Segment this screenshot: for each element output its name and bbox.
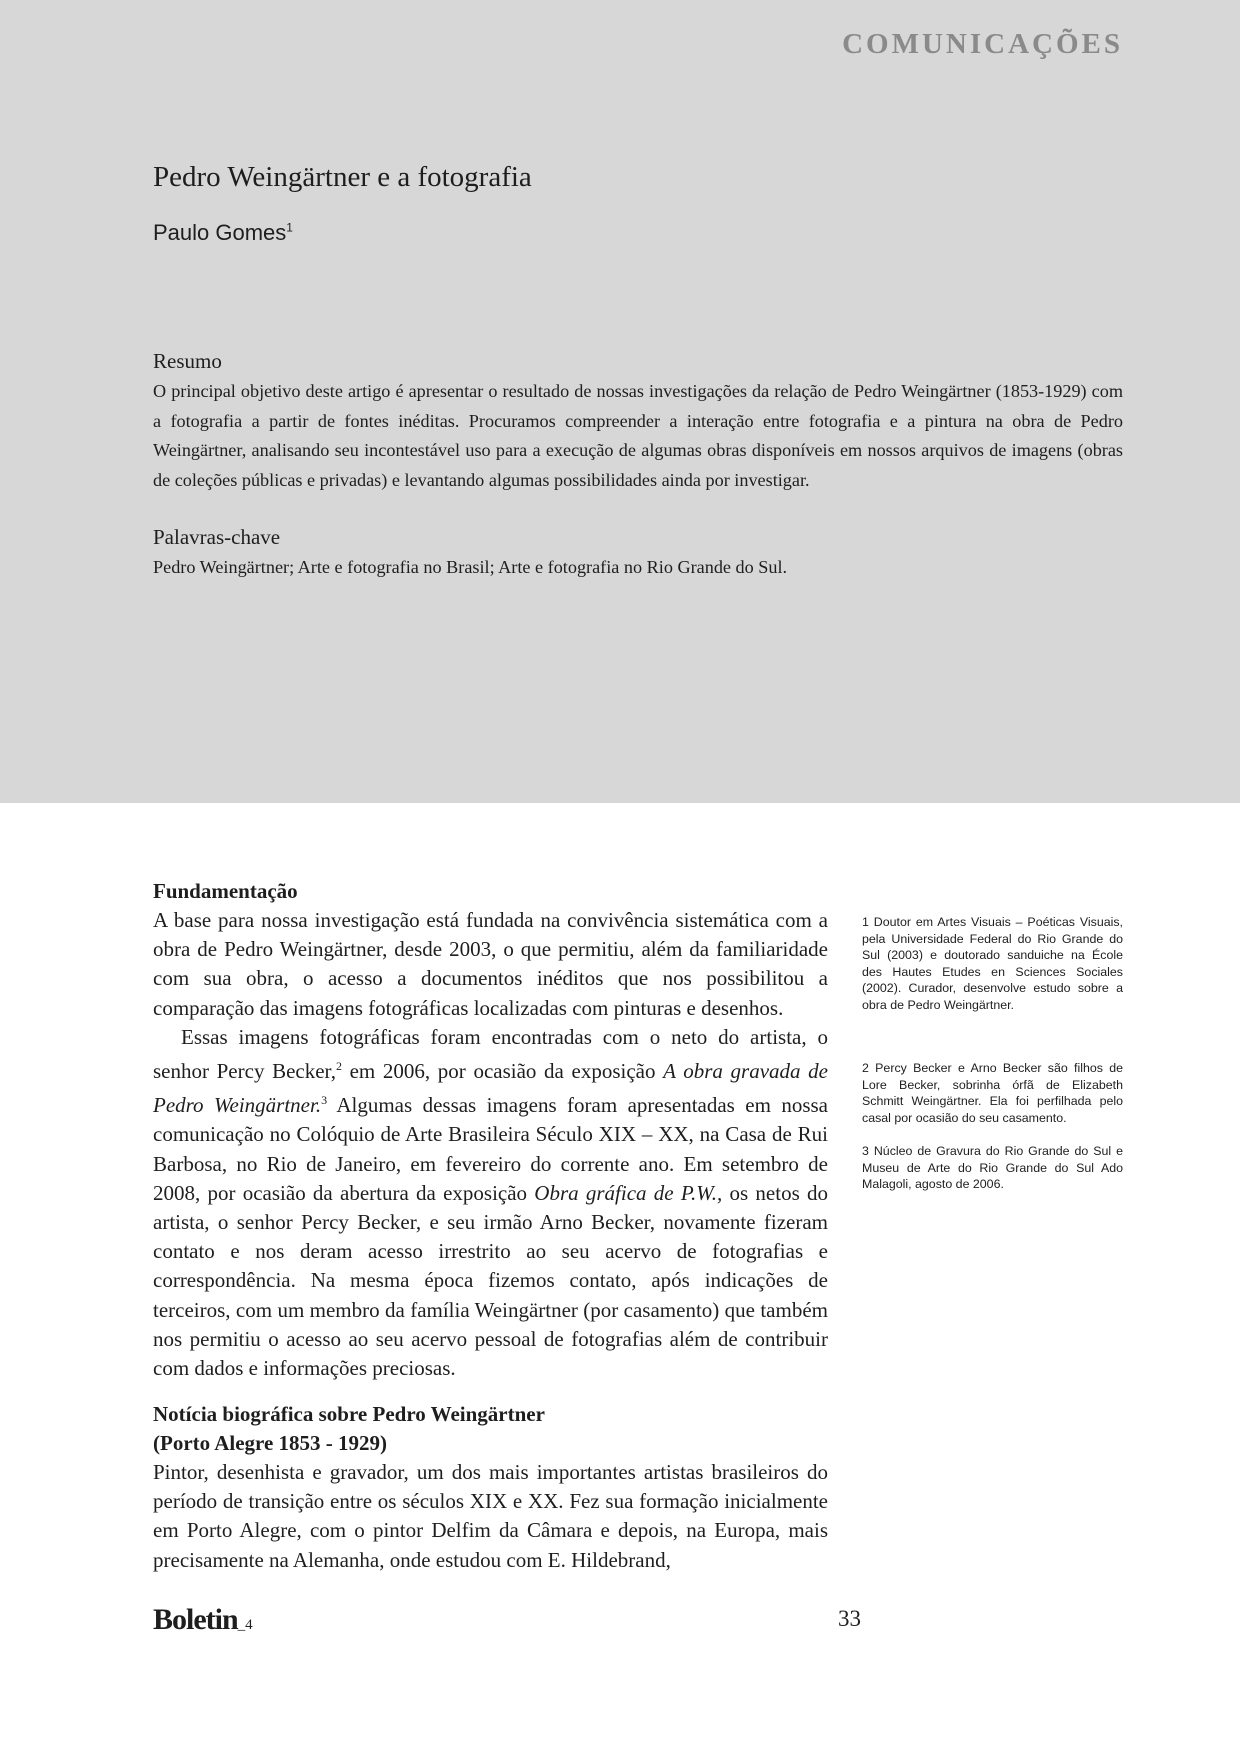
article-title: Pedro Weingärtner e a fotografia bbox=[153, 161, 532, 193]
exhibition-title-1: A obra gravada de Pedro Weingärtner. bbox=[153, 1059, 829, 1118]
footnote-3-text: 3 Núcleo de Gravura do Rio Grande do Sul e Museu de Arte do Rio Grande do Sul Ado Malagoli, agosto de 2006. bbox=[862, 1144, 1123, 1192]
p2-text-c: Algumas dessas imagens foram apresentadas em nossa comunicação no Colóquio de Arte Brasileira Século XIX – XX, na Casa de Rui Barbosa, no Rio de Janeiro, em fevereiro do corrente ano. Em setembro de 2008, por ocasião da abertura da exposição bbox=[153, 1093, 828, 1205]
biografia-paragraph-1: Pintor, desenhista e gravador, um dos mais importantes artistas brasileiros do período de transição entre os séculos XIX e XX. Fez sua formação inicialmente em Porto Alegre, com o pintor Delfim da Câmara e depois, na Europa, mais precisamente na Alemanha, onde estudou com E. Hildebrand, bbox=[153, 1460, 828, 1572]
fundamentacao-paragraph-1: A base para nossa investigação está fundada na convivência sistemática com a obra de Pedro Weingärtner, desde 2003, o que permitiu, além da familiaridade com sua obra, o acesso a documentos inéditos que nos possibilitou a comparação das imagens fotográficas localizadas com pinturas e desenhos. bbox=[153, 908, 828, 1020]
biografia-section bbox=[153, 1400, 828, 1575]
fundamentacao-paragraph-2 bbox=[153, 1023, 828, 1383]
author-name: Paulo Gomes bbox=[153, 220, 287, 245]
page-number: 33 bbox=[838, 1606, 861, 1631]
logo-text: Boletin bbox=[153, 1603, 238, 1636]
footnote-1 bbox=[862, 914, 1123, 1014]
abstract-text: O principal objetivo deste artigo é apresentar o resultado de nossas investigações da relação de Pedro Weingärtner (1853-1929) com a fotografia a partir de fontes inéditas. Procuramos compreender a interação entre fotografia e a pintura na obra de Pedro Weingärtner, analisando seu incontestável uso para a execução de algumas obras disponíveis em nossos arquivos de imagens (obras de coleções públicas e privadas) e levantando algumas possibilidades ainda por investigar. bbox=[153, 381, 1123, 490]
keywords bbox=[153, 525, 1123, 581]
section-label: COMUNICAÇÕES bbox=[842, 28, 1123, 60]
exhibition-title-2: Obra gráfica de P.W., bbox=[534, 1180, 723, 1205]
footnote-2 bbox=[862, 1060, 1123, 1126]
publication-logo bbox=[153, 1603, 253, 1637]
footnote-1-text: 1 Doutor em Artes Visuais – Poéticas Visuais, pela Universidade Federal do Rio Grande do Sul (2003) e doutorado sanduiche na École des Hautes Etudes en Sciences Sociales (2002). Curador, desenvolve estudo sobre a obra de Pedro Weingärtner. bbox=[862, 915, 1123, 1012]
author-note-ref[interactable]: 1 bbox=[286, 220, 293, 235]
footnote-3 bbox=[862, 1143, 1123, 1193]
biografia-heading-line-1: Notícia biográfica sobre Pedro Weingärtner bbox=[153, 1402, 545, 1426]
issue-number: _4 bbox=[237, 1617, 253, 1633]
fundamentacao-section bbox=[153, 877, 828, 1383]
p2-text-a: Essas imagens fotográficas foram encontradas com o neto do artista, o senhor Percy Becker, bbox=[153, 1024, 828, 1084]
keywords-heading: Palavras-chave bbox=[153, 525, 281, 549]
p2-text-d: os netos do artista, o senhor Percy Becker, e seu irmão Arno Becker, novamente fizeram contato e nos deram acesso irrestrito ao seu acervo de fotografias e correspondência. Na mesma época fizemos contato, após indicações de terceiros, com um membro da família Weingärtner (por casamento) que também nos permitiu o acesso ao seu acervo pessoal de fotografias além de contribuir com dados e informações preciosas. bbox=[153, 1180, 829, 1381]
keywords-text: Pedro Weingärtner; Arte e fotografia no Brasil; Arte e fotografia no Rio Grande do Sul. bbox=[153, 557, 788, 577]
biografia-heading-line-2: (Porto Alegre 1853 - 1929) bbox=[153, 1431, 388, 1455]
abstract bbox=[153, 349, 1123, 495]
abstract-heading: Resumo bbox=[153, 349, 222, 373]
footnote-2-text: 2 Percy Becker e Arno Becker são filhos de Lore Becker, sobrinha órfã de Elizabeth Schmitt Weingärtner. Ela foi perfilhada pelo casal por ocasião do seu casamento. bbox=[862, 1061, 1123, 1125]
p2-text-b: em 2006, por ocasião da exposição bbox=[341, 1059, 664, 1084]
fundamentacao-heading: Fundamentação bbox=[153, 879, 298, 903]
author bbox=[153, 220, 293, 246]
footnote-ref-3[interactable]: 3 bbox=[321, 1093, 328, 1108]
footnote-ref-2[interactable]: 2 bbox=[335, 1059, 342, 1074]
